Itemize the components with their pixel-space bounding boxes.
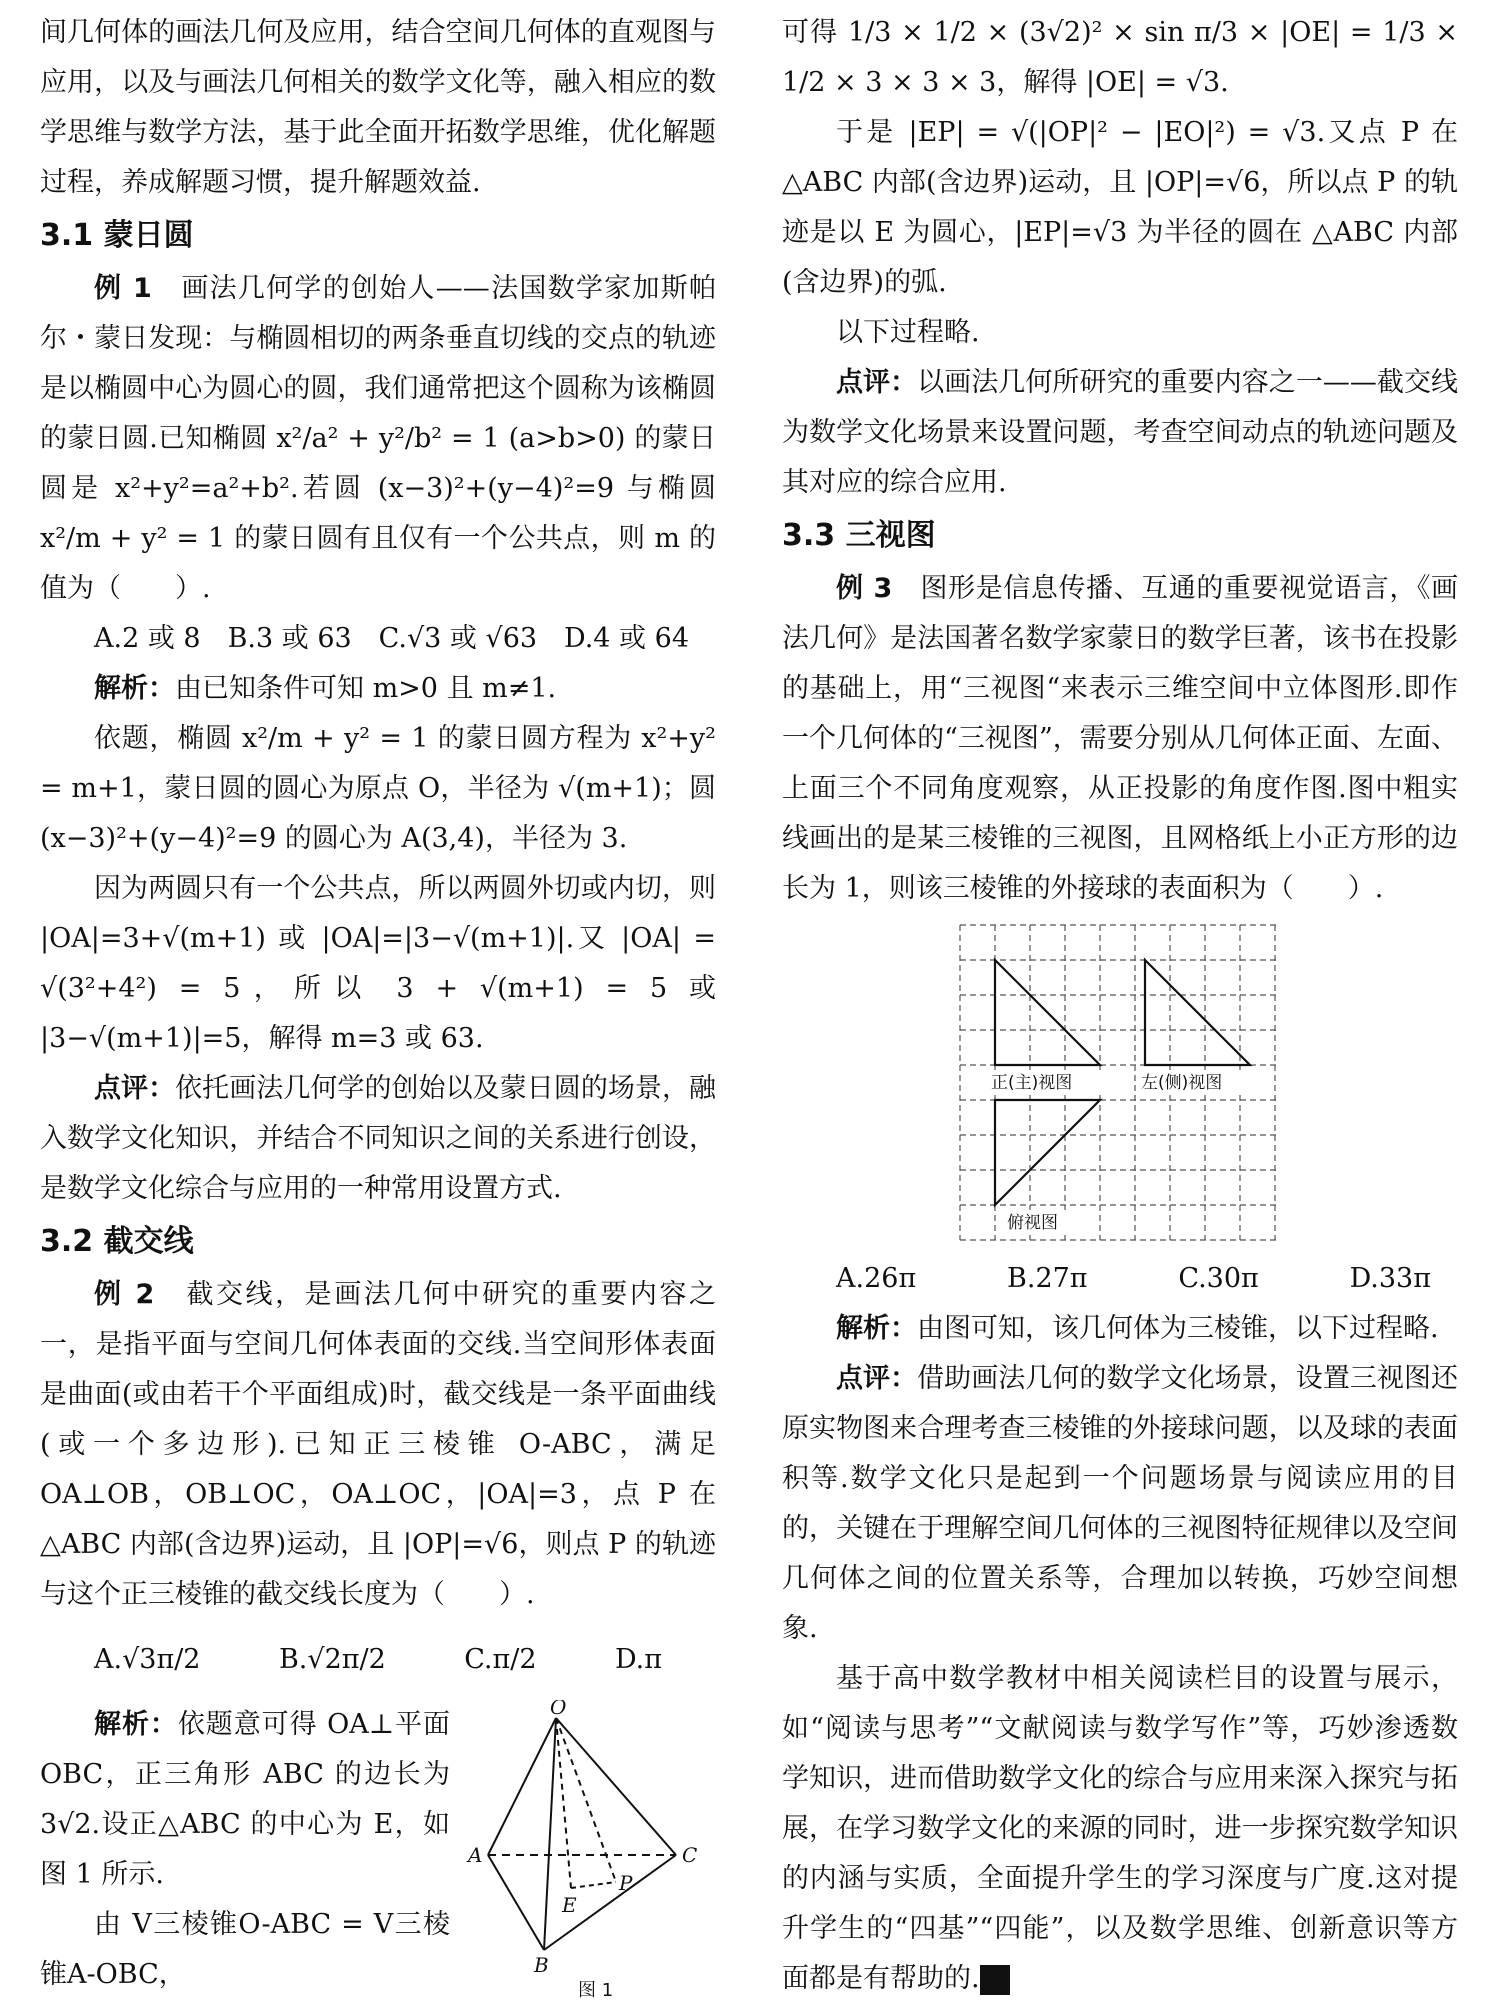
line-OE — [556, 1718, 571, 1888]
example-1-analysis-3: 因为两圆只有一个公共点，所以两圆外切或内切，则 |OA|=3+√(m+1) 或 |OA|=|3−√(m+1)|.又 |OA| = √(3²+4²) = 5，所以 3 + √(m+1) = 5 或 |3−√(m+1)|=5，解得 m=3 或 63. — [40, 873, 716, 1054]
example-3-analysis — [782, 1304, 1458, 1354]
example-3-label: 例 3 — [836, 573, 893, 604]
label-A: A — [468, 1843, 483, 1867]
example-1-options — [40, 614, 716, 664]
option: C.√3 或 √63 — [378, 623, 538, 654]
comment-label: 点评： — [94, 1073, 176, 1104]
end-mark: Z — [980, 1965, 1010, 1995]
line-EP — [571, 1882, 616, 1888]
analysis-text: 由已知条件可知 m>0 且 m≠1. — [175, 673, 557, 704]
edge-OB — [544, 1718, 556, 1950]
example-2-text — [40, 1270, 716, 1620]
example-1-text — [40, 264, 716, 614]
analysis-label: 解析： — [94, 673, 175, 704]
front-view-label: 正(主)视图 — [991, 1073, 1073, 1093]
comment-text: 借助画法几何的数学文化场景，设置三视图还原实物图来合理考查三棱锥的外接球问题，以及球的表面积等.数学文化只是起到一个问题场景与阅读应用的目的，关键在于理解空间几何体的三视图特征规律以及空间几何体之间的位置关系等，合理加以转换，巧妙空间想象. — [782, 1363, 1459, 1644]
section-3-2-heading: 3.2 截交线 — [40, 1224, 194, 1259]
section-3-3-heading: 3.3 三视图 — [782, 518, 936, 553]
edge-AB — [488, 1855, 544, 1950]
comment-text: 依托画法几何学的创始以及蒙日圆的场景，融入数学文化知识，并结合不同知识之间的关系进行创设，是数学文化综合与应用的一种常用设置方式. — [40, 1073, 717, 1204]
option: B.3 或 63 — [227, 623, 352, 654]
edge-OA — [488, 1718, 556, 1855]
example-2-continued-3: 以下过程略. — [836, 317, 980, 348]
top-view-shape — [995, 1100, 1100, 1205]
comment-label: 点评： — [836, 1363, 918, 1394]
front-view-shape — [995, 960, 1100, 1065]
option: A.26π — [836, 1263, 917, 1294]
example-1-comment — [40, 1064, 716, 1214]
example-1-body: 画法几何学的创始人——法国数学家加斯帕尔・蒙日发现：与椭圆相切的两条垂直切线的交点的轨迹是以椭圆中心为圆心的圆，我们通常把这个圆称为该椭圆的蒙日圆.已知椭圆 x²/a² + y²/b² = 1 (a>b>0) 的蒙日圆是 x²+y²=a²+b².若圆 (x−3)²+(y−4)²=9 与椭圆 x²/m + y² = 1 的蒙日圆有且仅有一个公共点，则 m 的值为（ ）. — [40, 273, 717, 604]
side-view-label: 左(侧)视图 — [1141, 1073, 1223, 1093]
example-2-analysis-1 — [40, 1700, 450, 1900]
label-C: C — [682, 1843, 698, 1867]
example-2-continued-1: 可得 1/3 × 1/2 × (3√2)² × sin π/3 × |OE| = 1/3 × 1/2 × 3 × 3 × 3，解得 |OE| = √3. — [782, 17, 1458, 98]
line-OP — [556, 1718, 616, 1882]
figure-1-caption: 图 1 — [578, 1980, 614, 2000]
example-1-analysis-1 — [40, 664, 716, 714]
analysis-label: 解析： — [836, 1313, 917, 1344]
right-column — [782, 8, 1458, 2004]
label-O: O — [550, 1700, 567, 1719]
intro-paragraph: 间几何体的画法几何及应用，结合空间几何体的直观图与应用，以及与画法几何相关的数学文化等，融入相应的数学思维与数学方法，基于此全面开拓数学思维，优化解题过程，养成解题习惯，提升解题效益. — [40, 17, 716, 198]
example-1-analysis-2: 依题，椭圆 x²/m + y² = 1 的蒙日圆方程为 x²+y² = m+1，蒙日圆的圆心为原点 O，半径为 √(m+1)；圆 (x−3)²+(y−4)²=9 的圆心为 A(3,4)，半径为 3. — [40, 723, 716, 854]
example-1-label: 例 1 — [94, 273, 152, 304]
example-3-options — [782, 1254, 1458, 1304]
example-3-comment — [782, 1354, 1458, 1654]
example-2-analysis-2: 由 V三棱锥O-ABC = V三棱锥A-OBC， — [40, 1909, 450, 1990]
option: B.27π — [1007, 1263, 1088, 1294]
edge-OC — [556, 1718, 676, 1855]
example-2-analysis-block — [40, 1700, 716, 2000]
left-column — [40, 8, 716, 2000]
option: D.π — [614, 1644, 662, 1675]
option: C.30π — [1178, 1263, 1259, 1294]
example-3-text — [782, 564, 1458, 914]
option: D.33π — [1349, 1263, 1431, 1294]
three-view-figure — [955, 920, 1285, 1250]
example-3-body: 图形是信息传播、互通的重要视觉语言，《画法几何》是法国著名数学家蒙日的数学巨著，该书在投影的基础上，用“三视图“来表示三维空间中立体图形.即作一个几何体的“三视图”，需要分别从几何体正面、左面、上面三个不同角度观察，从正投影的角度作图.图中粗实线画出的是某三棱锥的三视图，且网格纸上小正方形的边长为 1，则该三棱锥的外接球的表面积为（ ）. — [782, 573, 1459, 904]
side-view-shape — [1145, 960, 1250, 1065]
analysis-text: 依题意可得 OA⊥平面 OBC，正三角形 ABC 的边长为 3√2.设正△ABC 的中心为 E，如图 1 所示. — [40, 1709, 451, 1890]
example-2-body: 截交线，是画法几何中研究的重要内容之一，是指平面与空间几何体表面的交线.当空间形体表面是曲面(或由若干个平面组成)时，截交线是一条平面曲线(或一个多边形).已知正三棱锥 O-ABC，满足 OA⊥OB，OB⊥OC，OA⊥OC，|OA|=3，点 P 在 △ABC 内部(含边界)运动，且 |OP|=√6，则点 P 的轨迹与这个正三棱锥的截交线长度为（ ）. — [40, 1279, 716, 1610]
option: D.4 或 64 — [564, 623, 689, 654]
closing-paragraph — [782, 1654, 1458, 2004]
option: C.π/2 — [464, 1644, 537, 1675]
analysis-label: 解析： — [94, 1709, 178, 1740]
comment-text: 以画法几何所研究的重要内容之一——截交线为数学文化场景来设置问题，考查空间动点的轨迹问题及其对应的综合应用. — [782, 367, 1459, 498]
top-view-label: 俯视图 — [1007, 1213, 1058, 1233]
analysis-text: 由图可知，该几何体为三棱锥，以下过程略. — [917, 1313, 1439, 1344]
label-P: P — [619, 1871, 633, 1895]
option: A.2 或 8 — [94, 623, 201, 654]
closing-text: 基于高中数学教材中相关阅读栏目的设置与展示，如“阅读与思考”“文献阅读与数学写作”等，巧妙渗透数学知识，进而借助数学文化的综合与应用来深入探究与拓展，在学习数学文化的来源的同时，进一步探究数学知识的内涵与实质，全面提升学生的学习深度与广度.这对提升学生的“四基”“四能”，以及数学思维、创新意识等方面都是有帮助的. — [782, 1663, 1458, 1994]
figure-1-pyramid — [466, 1700, 716, 2000]
example-2-comment — [782, 358, 1458, 508]
option: B.√2π/2 — [278, 1644, 386, 1675]
example-2-label: 例 2 — [94, 1279, 155, 1310]
example-2-continued-2: 于是 |EP| = √(|OP|² − |EO|²) = √3.又点 P 在 △ABC 内部(含边界)运动，且 |OP|=√6，所以点 P 的轨迹是以 E 为圆心，|EP|=√3 为半径的圆在 △ABC 内部(含边界)的弧. — [782, 117, 1458, 298]
option: A.√3π/2 — [94, 1644, 201, 1675]
label-B: B — [534, 1953, 549, 1977]
comment-label: 点评： — [836, 367, 918, 398]
label-E: E — [562, 1893, 577, 1917]
example-2-options — [40, 1620, 716, 1700]
section-3-1-heading: 3.1 蒙日圆 — [40, 218, 194, 253]
